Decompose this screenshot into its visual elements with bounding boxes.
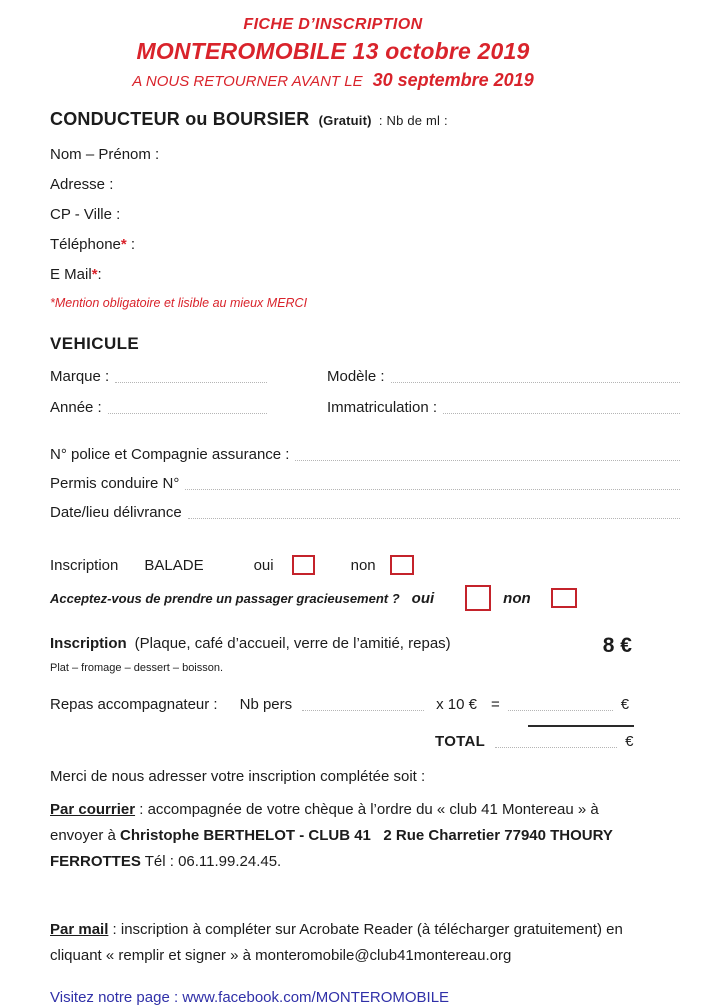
permis-input-line[interactable] xyxy=(185,476,680,490)
euro-sign: € xyxy=(620,696,630,713)
section-heading-conducteur xyxy=(50,109,680,130)
deadline-date: 30 septembre 2019 xyxy=(372,70,534,90)
permis-label: Permis conduire N° xyxy=(50,475,180,492)
passenger-oui-checkbox[interactable] xyxy=(465,585,491,611)
courrier-separator: : xyxy=(135,801,148,818)
sum-divider-line xyxy=(528,725,634,727)
facebook-line xyxy=(50,989,680,1006)
section-heading-vehicule: VEHICULE xyxy=(50,334,140,353)
immatriculation-input-line[interactable] xyxy=(443,400,680,414)
equals-sign: = xyxy=(491,696,500,713)
nb-ml-label: : Nb de ml : xyxy=(378,113,448,128)
deadline-label: A NOUS RETOURNER AVANT LE xyxy=(132,73,363,90)
mail-by-post-paragraph xyxy=(50,797,650,875)
menu-note: Plat – fromage – dessert – boisson. xyxy=(50,662,224,674)
delivrance-input-line[interactable] xyxy=(188,505,680,519)
return-deadline xyxy=(18,70,648,91)
field-cp-ville[interactable] xyxy=(50,206,680,222)
cp-ville-label: CP - Ville : xyxy=(50,206,121,223)
form-subtitle: FICHE D’INSCRIPTION xyxy=(243,16,423,33)
facebook-url[interactable]: www.facebook.com/MONTEROMOBILE xyxy=(182,989,450,1006)
telephone-required-star: * xyxy=(120,236,127,253)
telephone-label: Téléphone xyxy=(50,236,121,253)
conducteur-fields xyxy=(50,146,680,310)
repas-label: Repas accompagnateur : xyxy=(50,696,218,713)
field-nom-prenom[interactable] xyxy=(50,146,680,162)
modele-input-line[interactable] xyxy=(391,369,680,383)
immatriculation-label: Immatriculation : xyxy=(327,399,438,416)
nb-pers-label: Nb pers xyxy=(239,696,293,713)
passenger-non-checkbox[interactable] xyxy=(551,588,577,608)
conducteur-gratuit-note: (Gratuit) xyxy=(318,113,372,128)
courrier-contact: Christophe BERTHELOT - CLUB 41 2 Rue Charretier 77940 THOURY FERROTTES xyxy=(50,827,613,870)
field-email[interactable] xyxy=(50,266,680,282)
passenger-oui-label: oui xyxy=(411,589,435,607)
field-telephone[interactable] xyxy=(50,236,680,252)
adresse-label: Adresse : xyxy=(50,176,114,193)
visit-label: Visitez notre page : xyxy=(50,989,183,1006)
assurance-label: N° police et Compagnie assurance : xyxy=(50,446,290,463)
courrier-phone: Tél : 06.11.99.24.45. xyxy=(140,853,282,870)
form-header xyxy=(18,16,648,91)
inscription-fee-price: 8 € xyxy=(602,634,632,657)
mail-by-email-paragraph xyxy=(50,917,640,969)
passenger-non-label: non xyxy=(503,589,531,607)
mail-text: : inscription à compléter sur Acrobate Reader (à télécharger gratuitement) en cliquant « remplir et signer » à xyxy=(50,921,623,964)
field-adresse[interactable] xyxy=(50,176,680,192)
balade-non-checkbox[interactable] xyxy=(390,555,414,575)
conducteur-heading: CONDUCTEUR ou BOURSIER xyxy=(50,109,310,129)
nom-prenom-label: Nom – Prénom : xyxy=(50,146,160,163)
total-row xyxy=(50,733,680,750)
annee-input-line[interactable] xyxy=(108,400,267,414)
event-title: MONTEROMOBILE 13 octobre 2019 xyxy=(136,38,530,64)
price-multiplier-label: x 10 € xyxy=(436,696,478,713)
required-fields-note: *Mention obligatoire et lisible au mieux MERCI xyxy=(50,296,308,310)
email-colon: : xyxy=(97,266,102,283)
permis-row xyxy=(50,475,680,492)
assurance-input-line[interactable] xyxy=(295,447,680,461)
email-label: E Mail xyxy=(50,266,92,283)
inscription-fee-label: Inscription xyxy=(50,635,127,652)
balade-event-label: BALADE xyxy=(144,556,204,574)
nb-pers-input-line[interactable] xyxy=(302,697,424,711)
total-euro-sign: € xyxy=(625,733,634,750)
marque-label: Marque : xyxy=(50,368,110,385)
marque-input-line[interactable] xyxy=(115,369,267,383)
delivrance-label: Date/lieu délivrance xyxy=(50,504,182,521)
assurance-row xyxy=(50,446,680,463)
meal-total-input-line[interactable] xyxy=(508,697,613,711)
delivrance-row xyxy=(50,504,680,521)
total-input-line[interactable] xyxy=(495,734,617,748)
inscription-fee-row xyxy=(50,635,680,656)
insurance-block xyxy=(50,446,680,521)
annee-label: Année : xyxy=(50,399,102,416)
total-label: TOTAL xyxy=(435,733,486,750)
vehicle-row-1 xyxy=(50,368,680,385)
telephone-colon: : xyxy=(126,236,136,253)
send-instructions-intro: Merci de nous adresser votre inscription complétée soit : xyxy=(50,768,426,785)
email-address: monteromobile@club41montereau.org xyxy=(255,947,512,964)
par-courrier-label: Par courrier xyxy=(50,801,136,818)
balade-oui-label: oui xyxy=(253,556,274,574)
inscription-fee-detail: (Plaque, café d’accueil, verre de l’amitié, repas) xyxy=(134,635,451,652)
balade-inscription-label: Inscription xyxy=(50,556,119,574)
companion-meal-row xyxy=(50,696,680,713)
passenger-question-row xyxy=(50,585,680,611)
balade-non-label: non xyxy=(350,556,376,574)
email-required-star: * xyxy=(91,266,98,283)
courrier-text: accompagnée de votre chèque à l’ordre du « club 41 Montereau » à envoyer à xyxy=(50,801,599,844)
passenger-question-label: Acceptez-vous de prendre un passager gracieusement ? xyxy=(50,590,400,606)
vehicle-row-2 xyxy=(50,399,680,416)
balade-oui-checkbox[interactable] xyxy=(292,555,315,575)
par-mail-label: Par mail xyxy=(50,921,109,938)
balade-registration-row xyxy=(50,555,680,575)
modele-label: Modèle : xyxy=(327,368,385,385)
